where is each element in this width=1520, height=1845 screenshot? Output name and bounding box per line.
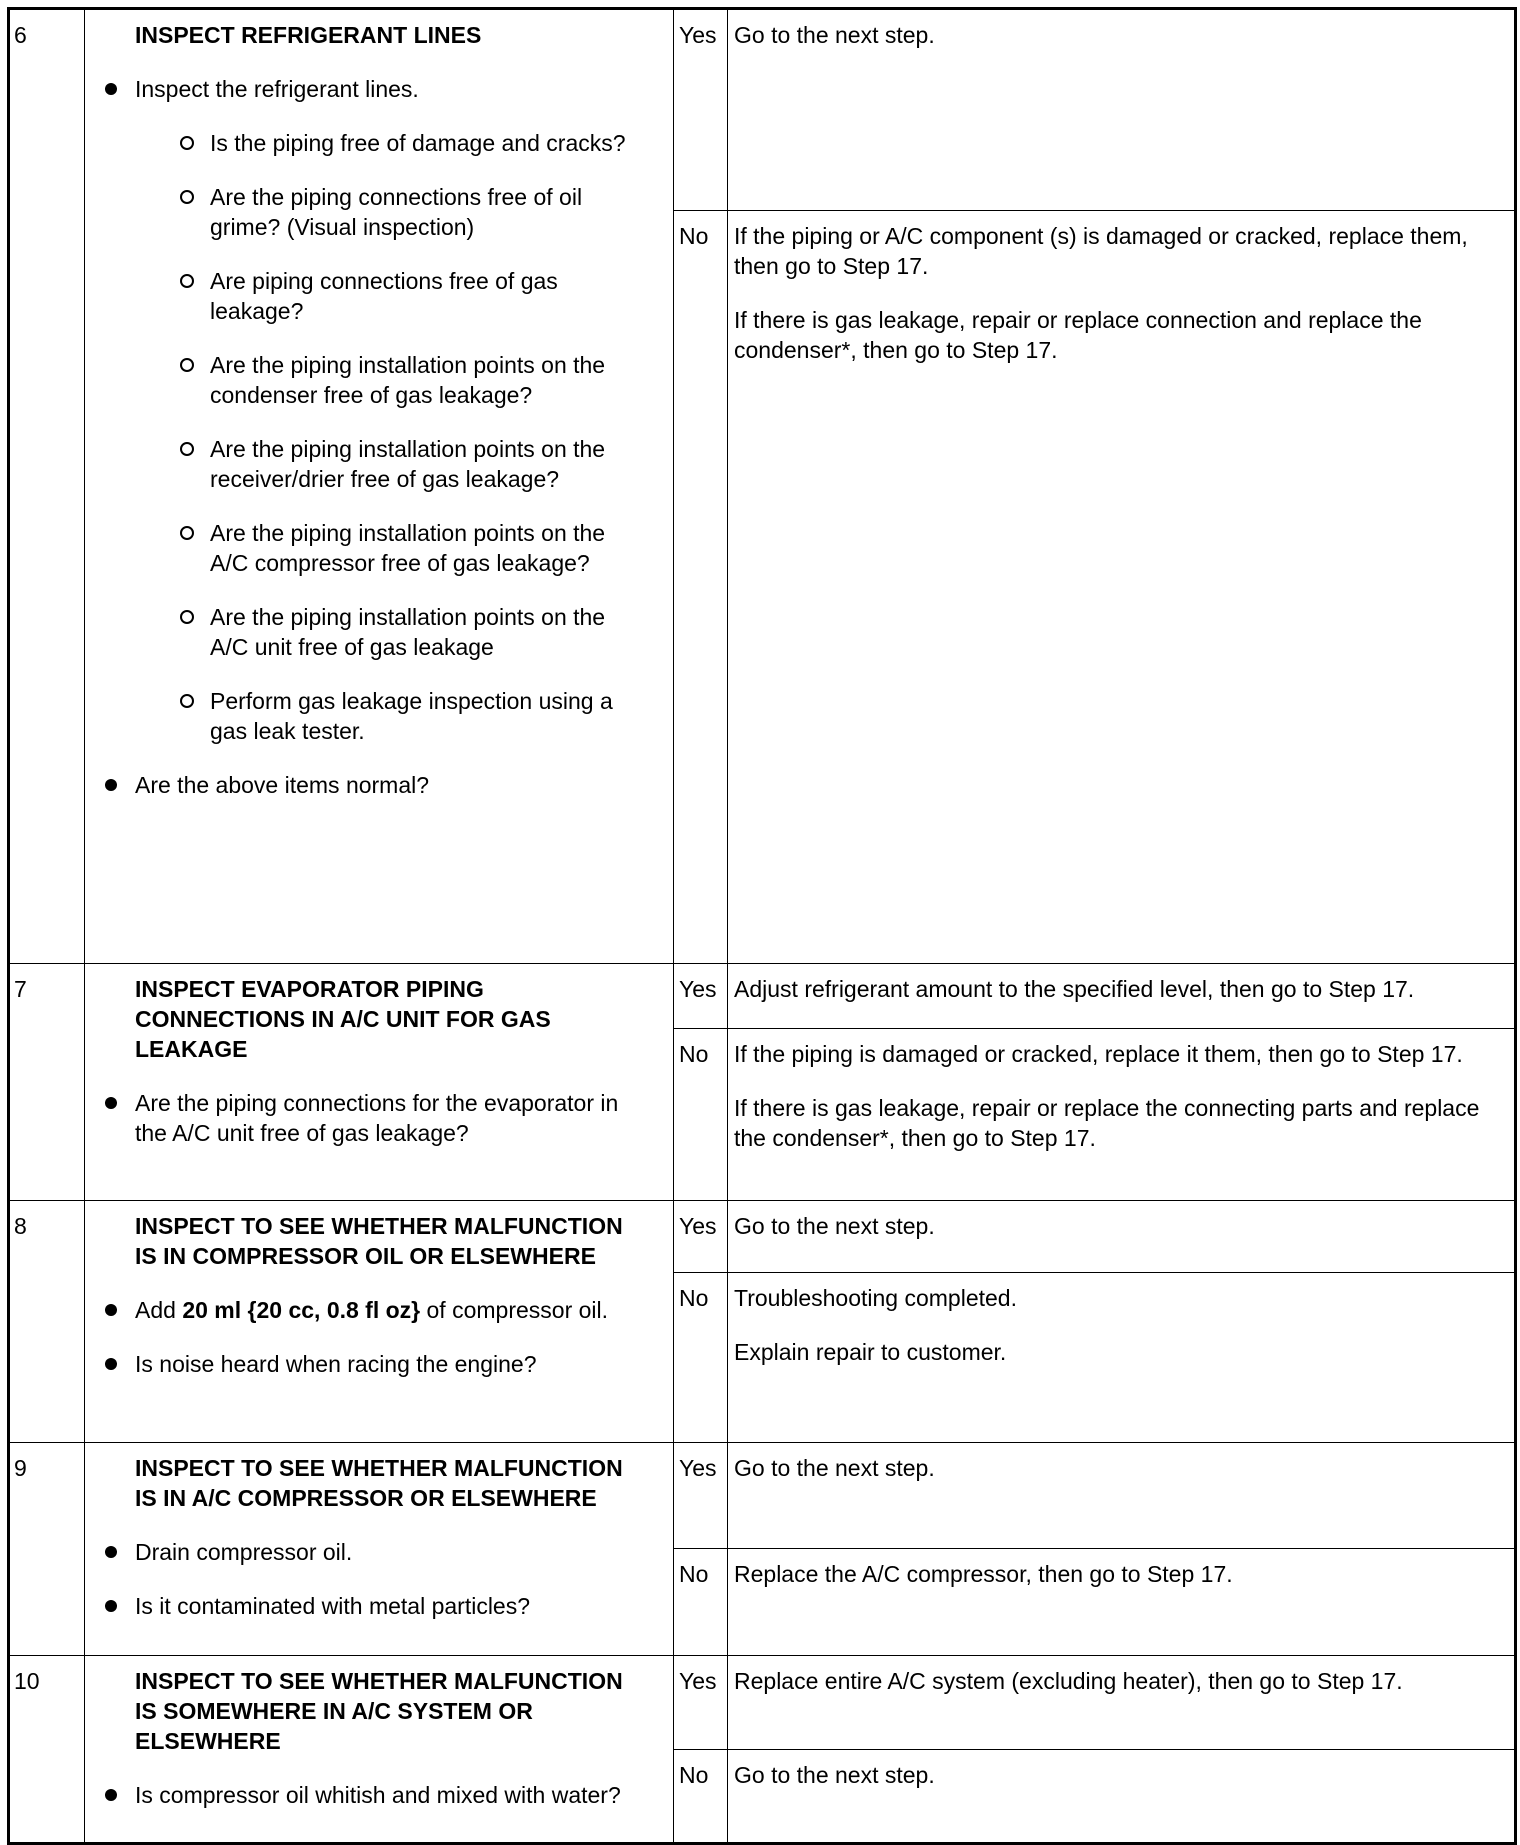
step-description (85, 1656, 674, 1844)
step-description (85, 1201, 674, 1443)
step-title: INSPECT TO SEE WHETHER MALFUNCTION IS IN COMPRESSOR OIL OR ELSEWHERE (135, 1213, 623, 1269)
sub-item: Perform gas leakage inspection using a gas leak tester. (210, 686, 643, 746)
no-label: No (674, 1549, 728, 1656)
bullet-item: Is compressor oil whitish and mixed with water? (135, 1780, 643, 1810)
step-description (85, 9, 674, 964)
step-9-row-yes (9, 1443, 1516, 1549)
sub-item: Are the piping installation points on the receiver/drier free of gas leakage? (210, 434, 643, 494)
yes-action: Replace entire A/C system (excluding heater), then go to Step 17. (728, 1656, 1516, 1750)
no-action: Troubleshooting completed. Explain repair to customer. (728, 1273, 1516, 1443)
bullet-item: Is noise heard when racing the engine? (135, 1349, 643, 1379)
step-7-row-yes (9, 964, 1516, 1029)
no-action: Replace the A/C compressor, then go to Step 17. (728, 1549, 1516, 1656)
bullet-item: Add 20 ml {20 cc, 0.8 fl oz} of compressor oil. (135, 1295, 643, 1325)
step-6-row-yes (9, 9, 1516, 211)
yes-label: Yes (674, 1656, 728, 1750)
sub-item: Are the piping installation points on the A/C unit free of gas leakage (210, 602, 643, 662)
step-title: INSPECT EVAPORATOR PIPING CONNECTIONS IN A/C UNIT FOR GAS LEAKAGE (135, 976, 551, 1062)
step-title: INSPECT TO SEE WHETHER MALFUNCTION IS IN A/C COMPRESSOR OR ELSEWHERE (135, 1455, 623, 1511)
bullet-item: Inspect the refrigerant lines. Is the piping free of damage and cracks? Are the piping connections free of oil grime? (Visual inspection) Are piping connections free of gas leakage? Are the piping installation points on the condenser free of gas leakage? Are the piping installation points on the receiver/drier free of gas leakage? Are the piping installation points on the A/C compressor free of gas leakage? Are the piping installation points on the A/C unit free of gas leakage Perform gas leakage inspection using a gas leak tester. (135, 74, 643, 746)
step-number: 8 (9, 1201, 85, 1443)
yes-action: Go to the next step. (728, 1201, 1516, 1273)
step-title: INSPECT TO SEE WHETHER MALFUNCTION IS SOMEWHERE IN A/C SYSTEM OR ELSEWHERE (135, 1668, 623, 1754)
step-8-row-yes (9, 1201, 1516, 1273)
sub-item: Are the piping connections free of oil grime? (Visual inspection) (210, 182, 643, 242)
step-description (85, 1443, 674, 1656)
no-action: If the piping or A/C component (s) is damaged or cracked, replace them, then go to Step 17. If there is gas leakage, repair or replace connection and replace the condenser*, then go to Step 17. (728, 211, 1516, 964)
step-10-row-yes (9, 1656, 1516, 1750)
yes-label: Yes (674, 1443, 728, 1549)
no-label: No (674, 1750, 728, 1844)
no-action: If the piping is damaged or cracked, replace it them, then go to Step 17. If there is gas leakage, repair or replace the connecting parts and replace the condenser*, then go to Step 17. (728, 1029, 1516, 1201)
yes-action: Adjust refrigerant amount to the specified level, then go to Step 17. (728, 964, 1516, 1029)
step-title: INSPECT REFRIGERANT LINES (135, 22, 482, 48)
sub-item: Are the piping installation points on the condenser free of gas leakage? (210, 350, 643, 410)
bullet-item: Is it contaminated with metal particles? (135, 1591, 643, 1621)
bullet-item: Are the above items normal? (135, 770, 643, 800)
yes-label: Yes (674, 1201, 728, 1273)
no-label: No (674, 1273, 728, 1443)
step-description (85, 964, 674, 1201)
yes-action: Go to the next step. (728, 9, 1516, 211)
yes-label: Yes (674, 964, 728, 1029)
sub-item: Is the piping free of damage and cracks? (210, 128, 643, 158)
sub-item: Are the piping installation points on the A/C compressor free of gas leakage? (210, 518, 643, 578)
bullet-item: Drain compressor oil. (135, 1537, 643, 1567)
no-action: Go to the next step. (728, 1750, 1516, 1844)
yes-label: Yes (674, 9, 728, 211)
step-number: 6 (9, 9, 85, 964)
step-number: 9 (9, 1443, 85, 1656)
bullet-item: Are the piping connections for the evaporator in the A/C unit free of gas leakage? (135, 1088, 643, 1148)
yes-action: Go to the next step. (728, 1443, 1516, 1549)
step-number: 7 (9, 964, 85, 1201)
troubleshooting-table (7, 7, 1517, 1845)
no-label: No (674, 1029, 728, 1201)
no-label: No (674, 211, 728, 964)
step-number: 10 (9, 1656, 85, 1844)
sub-item: Are piping connections free of gas leakage? (210, 266, 643, 326)
